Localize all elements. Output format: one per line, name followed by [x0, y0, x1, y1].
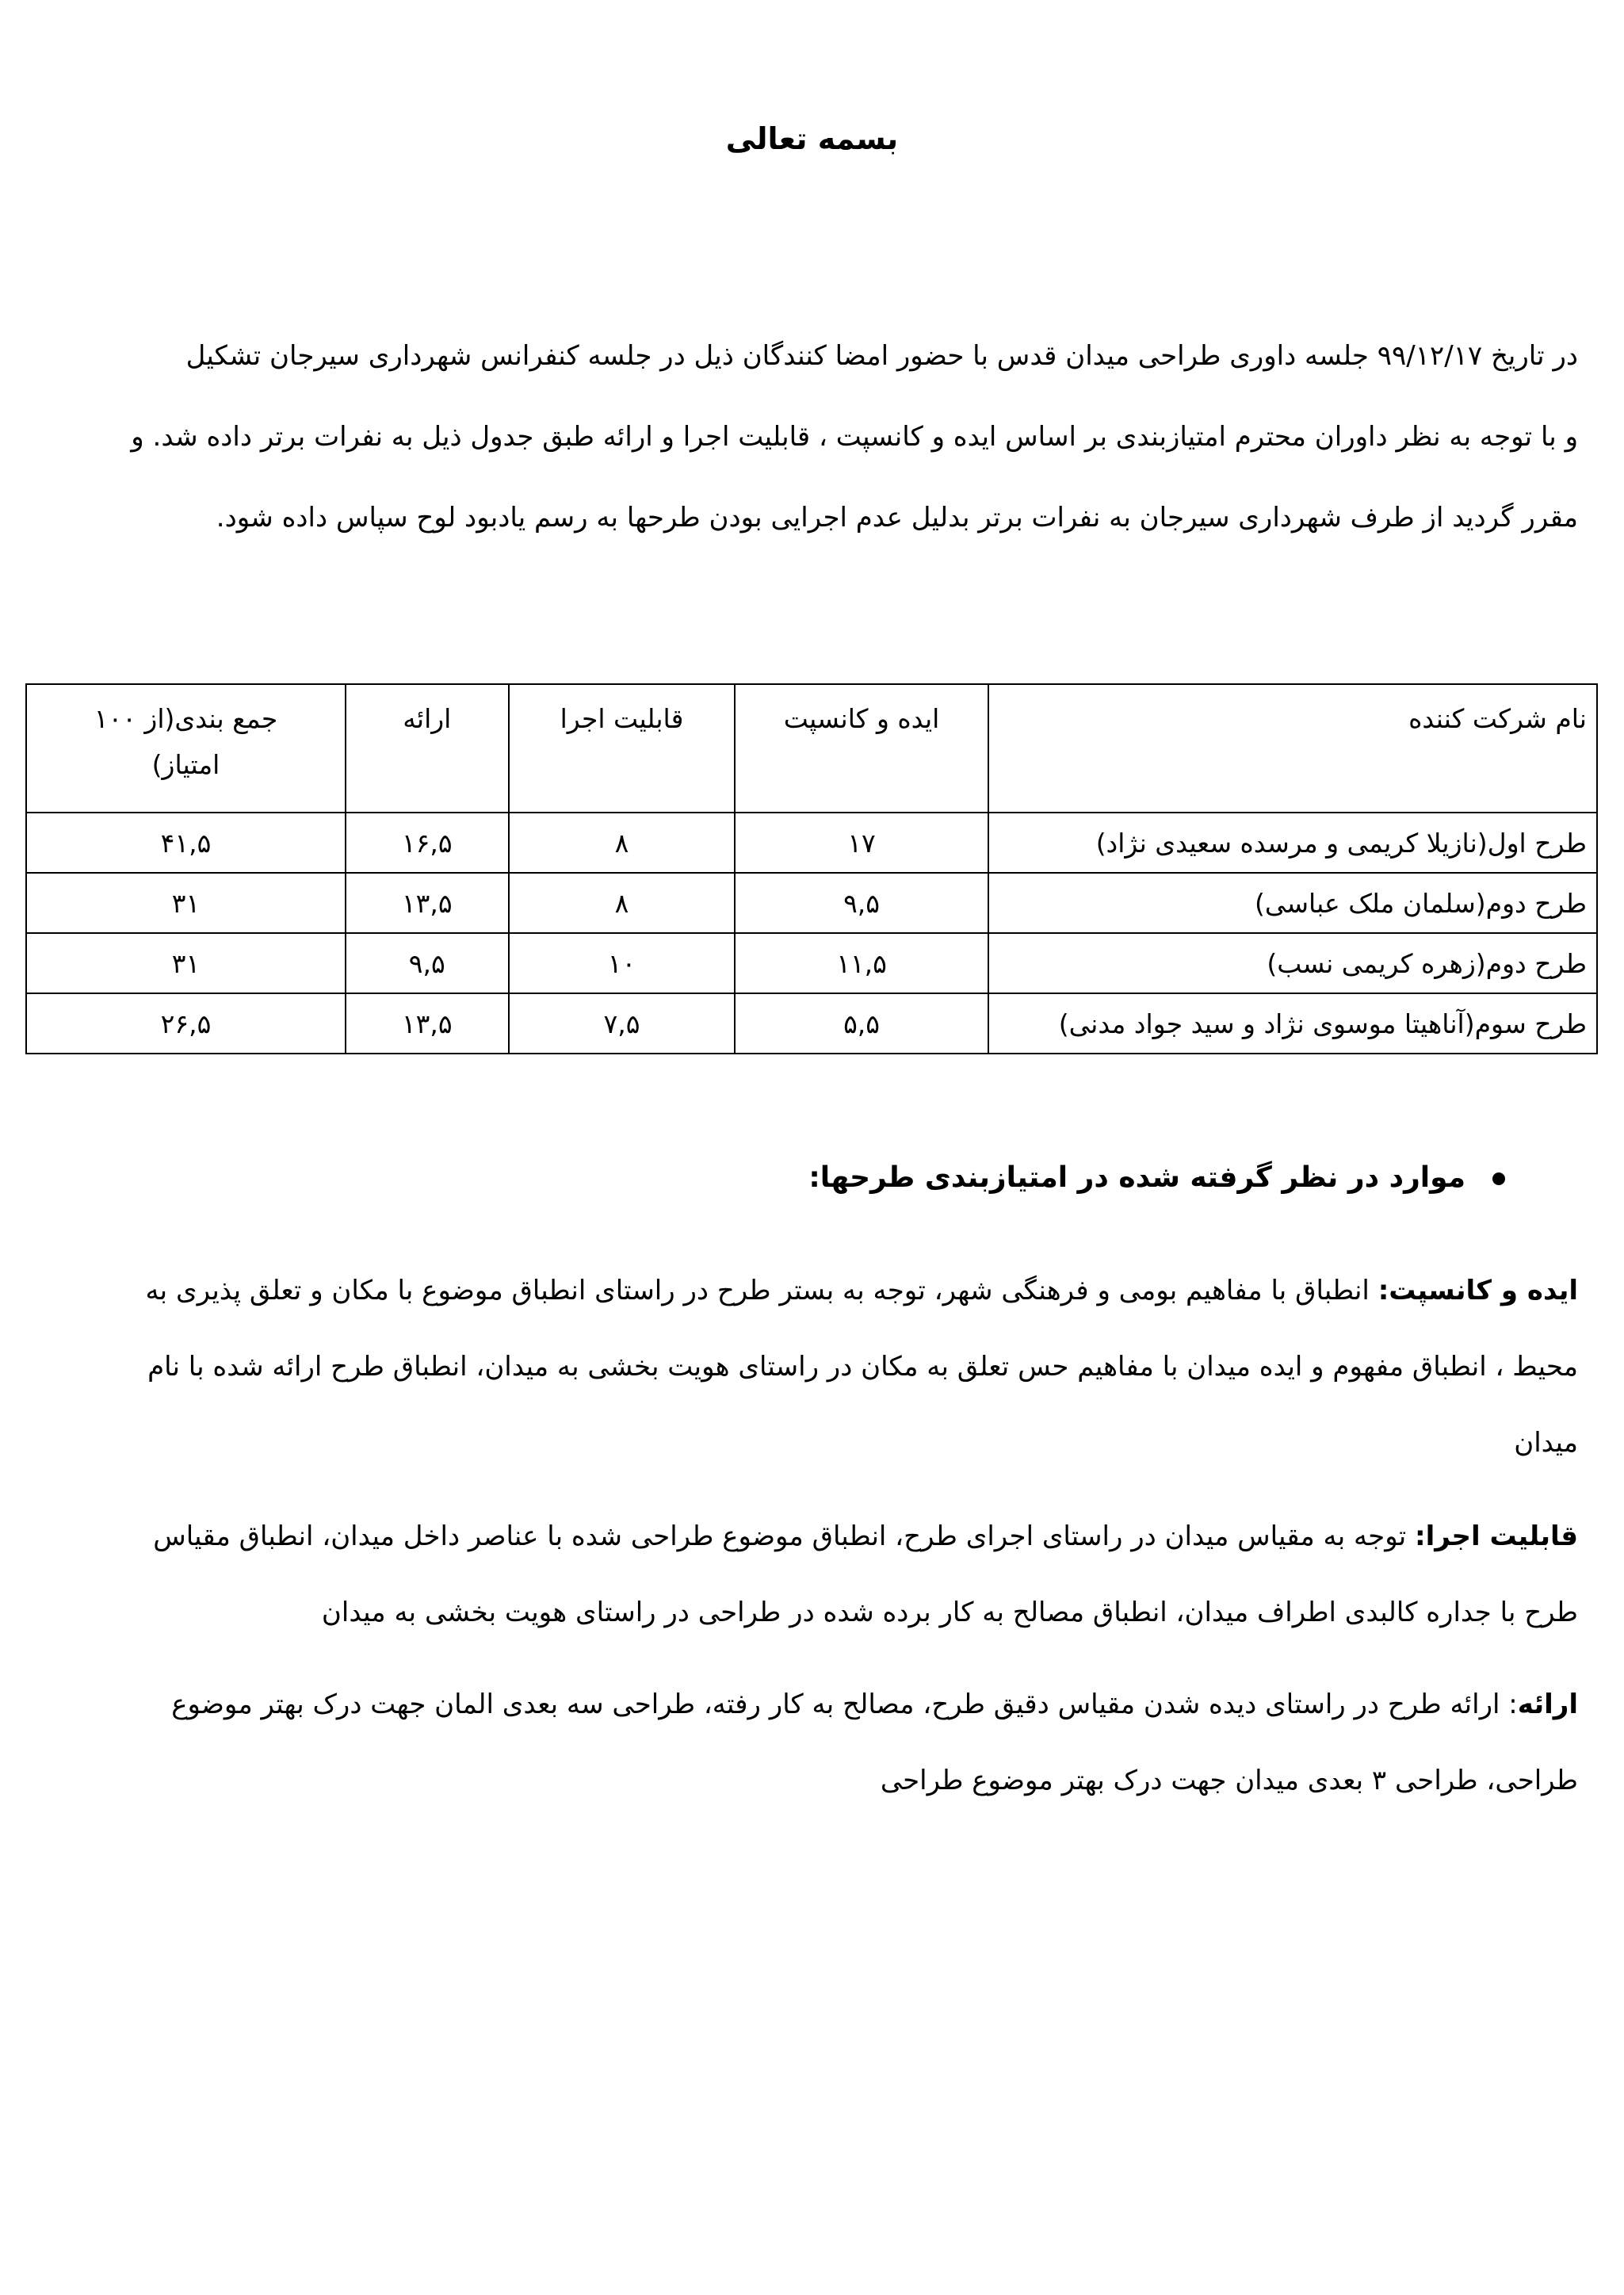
header-total-line2: امتیاز): [151, 749, 220, 780]
document-title: بسمه تعالی: [725, 121, 899, 156]
cell-name: طرح اول(نازیلا کریمی و مرسده سعیدی نژاد): [988, 813, 1597, 873]
cell-idea: ۹,۵: [735, 873, 988, 933]
cell-execution: ۱۰: [509, 933, 736, 993]
criteria-term-execution: قابلیت اجرا:: [1415, 1520, 1578, 1552]
header-total: [26, 684, 346, 813]
table-row: [26, 993, 1597, 1054]
header-total-line1: جمع بندی(از ۱۰۰: [94, 703, 278, 734]
criteria-execution-paragraph: [25, 1498, 1578, 1650]
criteria-line: طراحی، طراحی ۳ بعدی میدان جهت درک بهتر موضوع طراحی: [880, 1765, 1578, 1796]
cell-name: طرح دوم(سلمان ملک عباسی): [988, 873, 1597, 933]
header-presentation: ارائه: [346, 684, 509, 813]
criteria-text: توجه به مقیاس میدان در راستای اجرای طرح، انطباق موضوع طراحی شده با عناصر داخل میدان، انطباق مقیاس: [153, 1520, 1416, 1552]
cell-total: ۲۶,۵: [26, 993, 346, 1054]
cell-total: ۳۱: [26, 873, 346, 933]
bullet-icon: [1492, 1172, 1505, 1185]
table-row: [26, 873, 1597, 933]
criteria-line: [25, 1666, 1578, 1742]
cell-total: ۴۱,۵: [26, 813, 346, 873]
cell-execution: ۸: [509, 873, 736, 933]
cell-execution: ۷,۵: [509, 993, 736, 1054]
table-row: [26, 813, 1597, 873]
cell-presentation: ۱۳,۵: [346, 873, 509, 933]
intro-line: مقرر گردید از طرف شهرداری سیرجان به نفرات برتر بدلیل عدم اجرایی بودن طرحها به رسم یادبود لوح سپاس داده شود.: [216, 502, 1578, 534]
criteria-term-presentation: ارائه: [1517, 1689, 1578, 1720]
criteria-line: [25, 1498, 1578, 1574]
header-idea: ایده و کانسپت: [735, 684, 988, 813]
cell-idea: ۱۱,۵: [735, 933, 988, 993]
cell-presentation: ۱۶,۵: [346, 813, 509, 873]
table-row: [26, 933, 1597, 993]
criteria-heading: [808, 1154, 1505, 1202]
criteria-presentation-paragraph: [25, 1666, 1578, 1819]
table-header-row: [26, 684, 1597, 813]
criteria-idea-paragraph: [25, 1253, 1578, 1481]
cell-idea: ۱۷: [735, 813, 988, 873]
intro-paragraph: [25, 316, 1578, 558]
criteria-line: میدان: [1514, 1427, 1578, 1459]
cell-total: ۳۱: [26, 933, 346, 993]
criteria-heading-text: موارد در نظر گرفته شده در امتیازبندی طرحها:: [808, 1161, 1465, 1194]
criteria-line: محیط ، انطباق مفهوم و ایده میدان با مفاهیم حس تعلق به مکان در راستای هویت بخشی به میدان، انطباق طرح ارائه شده با نام: [147, 1351, 1578, 1383]
cell-presentation: ۹,۵: [346, 933, 509, 993]
criteria-term-idea: ایده و کانسپت:: [1378, 1275, 1578, 1306]
cell-execution: ۸: [509, 813, 736, 873]
header-execution: قابلیت اجرا: [509, 684, 736, 813]
criteria-text: انطباق با مفاهیم بومی و فرهنگی شهر، توجه به بستر طرح در راستای انطباق موضوع با مکان و تعلق پذیری به: [145, 1275, 1378, 1306]
criteria-text: : ارائه طرح در راستای دیده شدن مقیاس دقیق طرح، مصالح به کار رفته، طراحی سه بعدی المان جهت درک بهتر موضوع: [171, 1689, 1518, 1720]
scores-table: [25, 683, 1598, 1054]
cell-presentation: ۱۳,۵: [346, 993, 509, 1054]
cell-name: طرح سوم(آناهیتا موسوی نژاد و سید جواد مدنی): [988, 993, 1597, 1054]
intro-line: در تاریخ ۹۹/۱۲/۱۷ جلسه داوری طراحی میدان قدس با حضور امضا کنندگان ذیل در جلسه کنفرانس شهرداری سیرجان تشکیل: [185, 340, 1578, 372]
criteria-line: [25, 1253, 1578, 1329]
criteria-line: طرح با جداره کالبدی اطراف میدان، انطباق مصالح به کار برده شده در طراحی در راستای هویت بخشی به میدان: [321, 1597, 1578, 1628]
intro-line: و با توجه به نظر داوران محترم امتیازبندی بر اساس ایده و کانسپت ، قابلیت اجرا و ارائه طبق جدول ذیل به نفرات برتر داده شد. و: [131, 421, 1578, 453]
cell-idea: ۵,۵: [735, 993, 988, 1054]
cell-name: طرح دوم(زهره کریمی نسب): [988, 933, 1597, 993]
header-name: نام شرکت کننده: [988, 684, 1597, 813]
